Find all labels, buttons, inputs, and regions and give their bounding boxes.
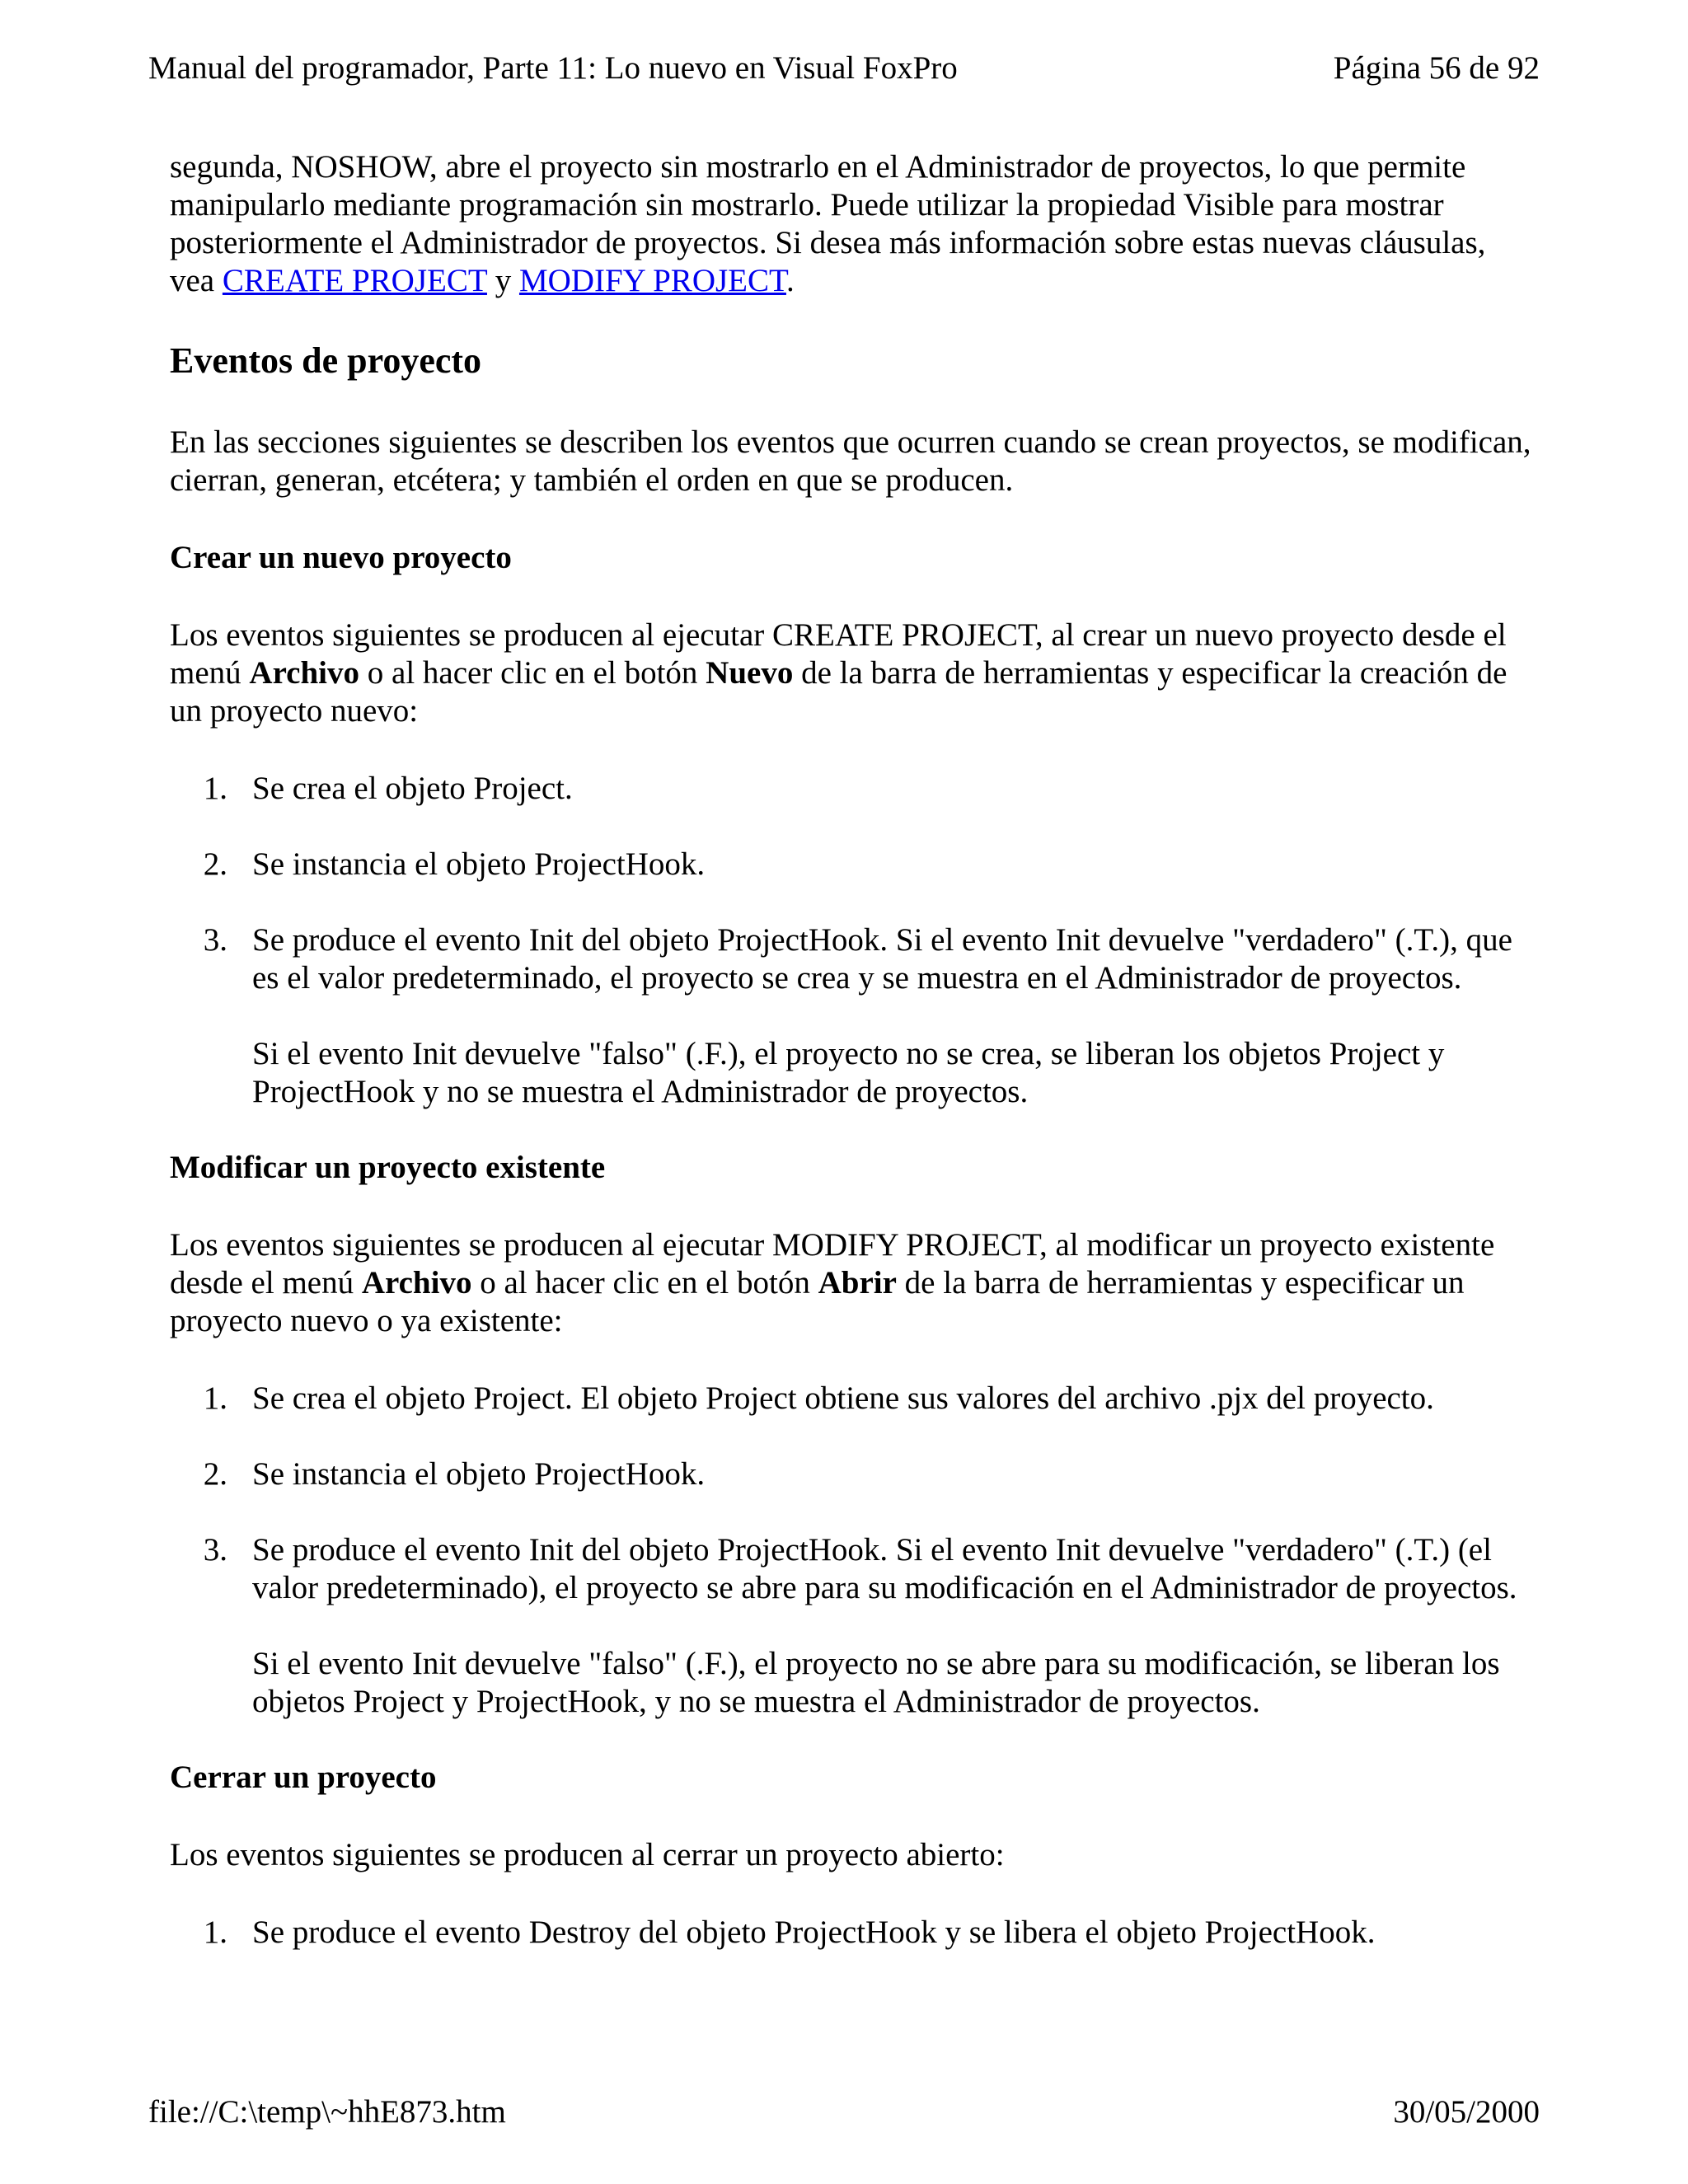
create-heading: Crear un nuevo proyecto bbox=[170, 540, 512, 575]
close-paragraph: Los eventos siguientes se producen al cerrar un proyecto abierto: bbox=[170, 1837, 1005, 1872]
modify-heading: Modificar un proyecto existente bbox=[170, 1150, 606, 1185]
document-body bbox=[170, 148, 1538, 1990]
create-paragraph: Los eventos siguientes se producen al ejecutar CREATE PROJECT, al crear un nuevo proyecto desde el menú Archivo o al hacer clic en el botón Nuevo de la barra de herramientas y especificar la creación de un proyecto nuevo: bbox=[170, 617, 1507, 729]
list-item: 1. Se crea el objeto Project. El objeto Project obtiene sus valores del archivo .pjx del proyecto. bbox=[203, 1380, 1434, 1416]
modify-project-link[interactable]: MODIFY PROJECT bbox=[518, 263, 786, 298]
modify-paragraph: Los eventos siguientes se producen al ejecutar MODIFY PROJECT, al modificar un proyecto existente desde el menú Archivo o al hacer clic en el botón Abrir de la barra de herramientas y especificar un proyecto nuevo o ya existente: bbox=[170, 1227, 1495, 1338]
intro-paragraph: segunda, NOSHOW, abre el proyecto sin mostrarlo en el Administrador de proyectos, lo que permite manipularlo mediante programación sin mostrarlo. Puede utilizar la propiedad Visible para mostrar posteriormente el Administrador de proyectos. Si desea más información sobre estas nuevas cláusulas, vea CREATE PROJECT y MODIFY PROJECT. bbox=[170, 149, 1486, 298]
create-steps-list bbox=[170, 770, 1538, 1111]
list-item: 2. Se instancia el objeto ProjectHook. bbox=[203, 1456, 706, 1492]
create-project-link[interactable]: CREATE PROJECT bbox=[222, 263, 487, 298]
close-steps-list bbox=[170, 1914, 1538, 1952]
list-item: 2. Se instancia el objeto ProjectHook. bbox=[203, 846, 706, 882]
list-item: 1. Se produce el evento Destroy del objeto ProjectHook y se libera el objeto ProjectHook. bbox=[203, 1915, 1376, 1950]
list-item: 3. Se produce el evento Init del objeto ProjectHook. Si el evento Init devuelve "verdadero" (.T.) (el valor predeterminado), el proyecto se abre para su modificación en el Administrador de proyectos. Si el evento Init devuelve "falso" (.F.), el proyecto no se abre para su modificación, se liberan los objetos Project y ProjectHook, y no se muestra el Administrador de proyectos. bbox=[203, 1532, 1517, 1719]
document-title: Manual del programador, Parte 11: Lo nuevo en Visual FoxPro bbox=[148, 50, 958, 86]
section-heading: Eventos de proyecto bbox=[170, 340, 482, 381]
close-heading: Cerrar un proyecto bbox=[170, 1760, 437, 1795]
modify-steps-list bbox=[170, 1380, 1538, 1721]
section-intro: En las secciones siguientes se describen los eventos que ocurren cuando se crean proyectos, se modifican, cierran, generan, etcétera; y también el orden en que se producen. bbox=[170, 424, 1531, 498]
page-footer bbox=[148, 2092, 1540, 2133]
page-header bbox=[148, 48, 1540, 89]
print-date: 30/05/2000 bbox=[1393, 2094, 1540, 2130]
list-item: 3. Se produce el evento Init del objeto ProjectHook. Si el evento Init devuelve "verdadero" (.T.), que es el valor predeterminado, el proyecto se crea y se muestra en el Administrador de proyectos. Si el evento Init devuelve "falso" (.F.), el proyecto no se crea, se liberan los objetos Project y ProjectHook y no se muestra el Administrador de proyectos. bbox=[203, 922, 1512, 1109]
file-path: file://C:\temp\~hhE873.htm bbox=[148, 2094, 506, 2130]
list-item: 1. Se crea el objeto Project. bbox=[203, 771, 573, 806]
page-number: Página 56 de 92 bbox=[1333, 50, 1540, 86]
